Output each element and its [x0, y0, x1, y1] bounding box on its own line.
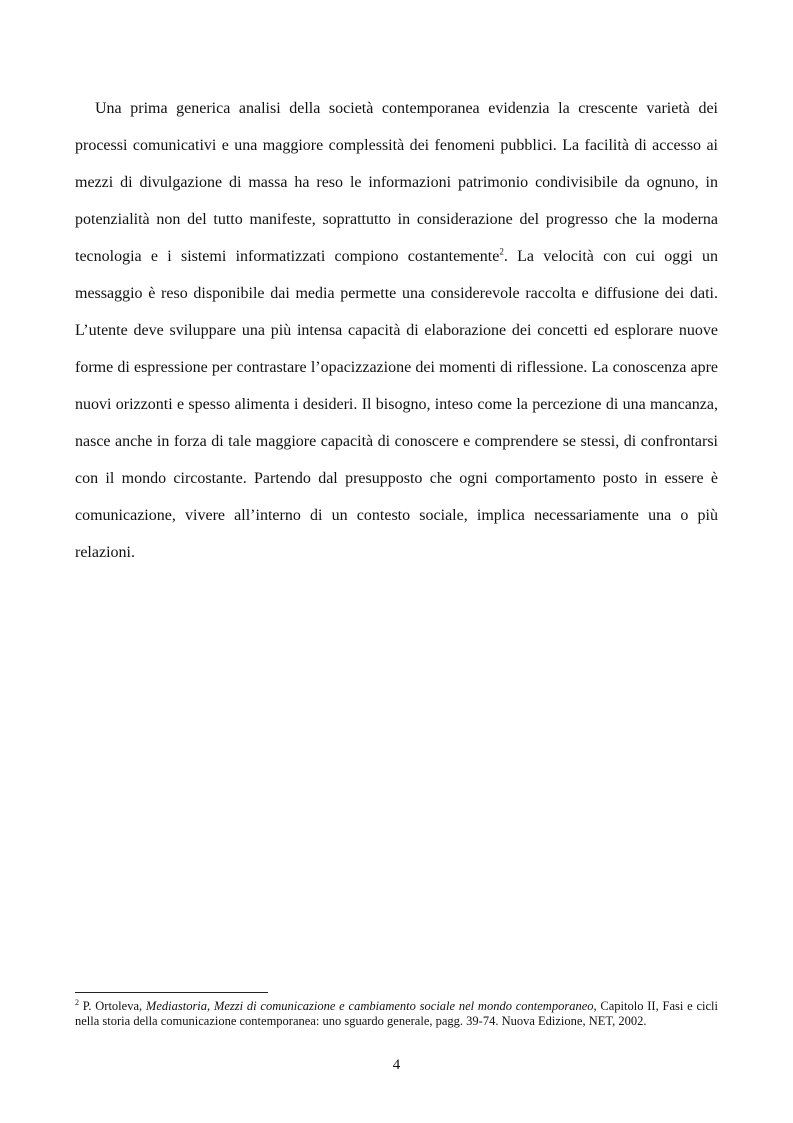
footnote-reference[interactable]: 2 — [499, 246, 504, 257]
footnote-title: Mediastoria, Mezzi di comunicazione e cambiamento sociale nel mondo contemporaneo — [145, 999, 594, 1013]
footnote — [75, 999, 718, 1029]
footnote-marker: 2 — [75, 997, 79, 1007]
page-number: 4 — [392, 1057, 401, 1073]
footnote-author: P. Ortoleva, — [79, 999, 146, 1013]
body-paragraph — [75, 90, 718, 571]
paragraph-text-part2: . La velocità con cui oggi un messaggio è reso disponibile dai media permette una considerevole raccolta e diffusione dei dati. L’utente deve sviluppare una più intensa capacità di elaborazione dei concetti ed esplorare nuove forme di espressione per contrastare l’opacizzazione dei momenti di riflessione. La conoscenza apre nuovi orizzonti e spesso alimenta i desideri. Il bisogno, inteso come la percezione di una mancanza, nasce anche in forza di tale maggiore capacità di conoscere e comprendere se stessi, di confrontarsi con il mondo circostante. Partendo dal presupposto che ogni comportamento posto in essere è comunicazione, vivere all’interno di un contesto sociale, implica necessariamente una o più relazioni. — [75, 248, 719, 561]
footnote-details: , Capitolo II, Fasi e cicli nella storia della comunicazione contemporanea: uno sguardo generale, pagg. 39-74. Nuova Edizione, NET, 2002. — [75, 999, 718, 1028]
paragraph-text-part1: Una prima generica analisi della società contemporanea evidenzia la crescente varietà dei processi comunicativi e una maggiore complessità dei fenomeni pubblici. La facilità di accesso ai mezzi di divulgazione di massa ha reso le informazioni patrimonio condivisibile da ognuno, in potenzialità non del tutto manifeste, soprattutto in considerazione del progresso che la moderna tecnologia e i sistemi informatizzati compiono costantemente — [75, 100, 718, 265]
footnote-separator — [75, 992, 268, 993]
